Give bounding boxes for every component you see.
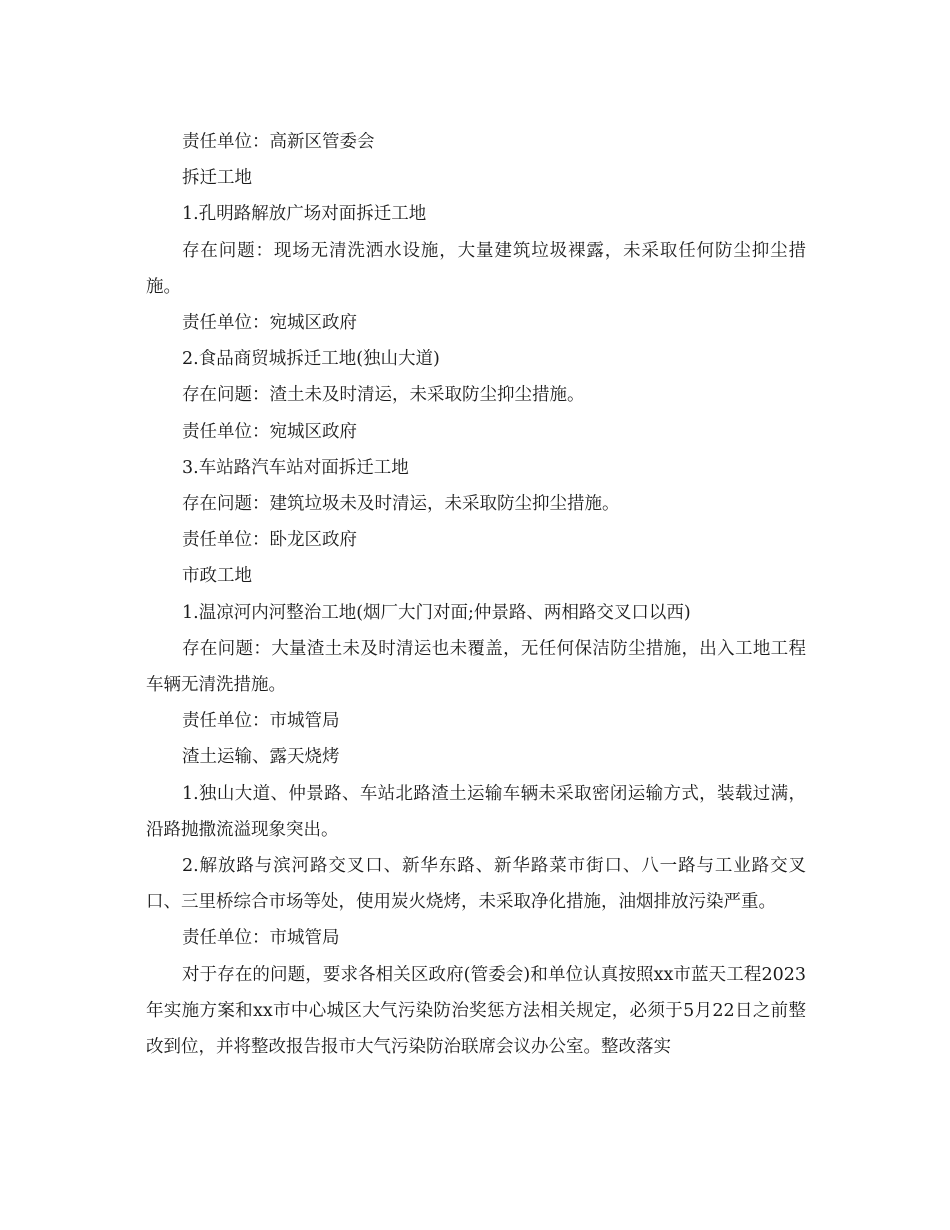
responsible-unit-line: 责任单位：卧龙区政府	[182, 530, 357, 551]
problem-description: 存在问题：渣土未及时清运，未采取防尘抑尘措施。	[182, 385, 585, 406]
responsible-unit-line: 责任单位：高新区管委会	[182, 132, 375, 152]
problem-description: 存在问题：现场无清洗洒水设施，大量建筑垃圾裸露，未采取任何防尘抑尘措施。	[146, 240, 806, 297]
responsible-unit-line: 责任单位：宛城区政府	[182, 421, 357, 442]
problem-description: 存在问题：大量渣土未及时清运也未覆盖，无任何保洁防尘措施，出入工地工程车辆无清洗措施。	[146, 638, 806, 696]
section-heading-demolition-sites: 拆迁工地	[182, 168, 252, 189]
item-title: 1.孔明路解放广场对面拆迁工地	[182, 204, 427, 225]
item-description: 1.独山大道、仲景路、车站北路渣土运输车辆未采取密闭运输方式，装载过满，沿路抛撒流溢现象突出。	[146, 783, 806, 840]
document-body	[146, 124, 806, 1065]
closing-paragraph: 对于存在的问题，要求各相关区政府(管委会)和单位认真按照xx市蓝天工程2023年实施方案和xx市中心城区大气污染防治奖惩方法相关规定，必须于5月22日之前整改到位，并将整改报告报市大气污染防治联席会议办公室。整改落实	[146, 964, 806, 1058]
responsible-unit-line: 责任单位：市城管局	[182, 711, 340, 732]
problem-description: 存在问题：建筑垃圾未及时清运，未采取防尘抑尘措施。	[182, 494, 620, 515]
section-heading-municipal-sites: 市政工地	[182, 566, 252, 587]
item-title: 3.车站路汽车站对面拆迁工地	[182, 457, 409, 478]
responsible-unit-line: 责任单位：市城管局	[182, 928, 340, 949]
section-heading-transport-bbq: 渣土运输、露天烧烤	[182, 747, 340, 768]
item-title: 2.食品商贸城拆迁工地(独山大道)	[182, 349, 440, 370]
responsible-unit-line: 责任单位：宛城区政府	[182, 313, 357, 334]
item-description: 2.解放路与滨河路交叉口、新华东路、新华路菜市街口、八一路与工业路交叉口、三里桥综合市场等处，使用炭火烧烤，未采取净化措施，油烟排放污染严重。	[146, 856, 806, 913]
item-title: 1.温凉河内河整治工地(烟厂大门对面;仲景路、两相路交叉口以西)	[182, 602, 691, 623]
